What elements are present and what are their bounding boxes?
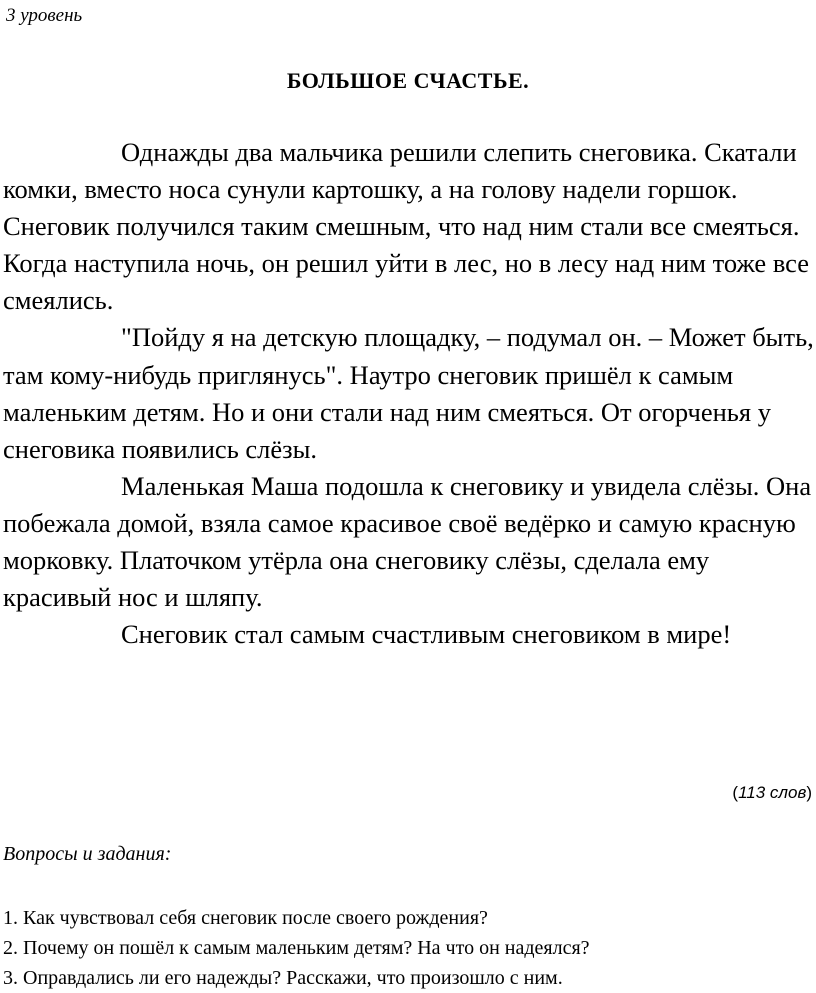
story-paragraph: Снеговик стал самым счастливым снеговиком в мире! bbox=[121, 619, 732, 650]
word-count bbox=[732, 783, 812, 803]
story-paragraph: Однажды два мальчика решили слепить снеговика. Скатали комки, вместо носа сунули картошку, а на голову надели горшок. Снеговик получился таким смешным, что над ним стали все смеяться. Когда наступила ночь, он решил уйти в лес, но в лесу над ним тоже все смеялись. bbox=[3, 137, 810, 316]
questions-list bbox=[3, 903, 590, 993]
question-item: 3. Оправдались ли его надежды? Расскажи, что произошло с ним. bbox=[3, 967, 563, 989]
question-item: 1. Как чувствовал себя снеговик после своего рождения? bbox=[3, 907, 488, 929]
questions-heading: Вопросы и задания: bbox=[3, 843, 172, 865]
word-count-value: 113 слов bbox=[738, 783, 807, 802]
word-count-close-paren: ) bbox=[806, 783, 812, 802]
story-title: БОЛЬШОЕ СЧАСТЬЕ. bbox=[286, 68, 530, 93]
story-text bbox=[3, 134, 816, 653]
word-count-open-paren: ( bbox=[732, 783, 739, 802]
question-item: 2. Почему он пошёл к самым маленьким детям? На что он надеялся? bbox=[3, 937, 590, 959]
level-label: 3 уровень bbox=[6, 5, 83, 26]
story-paragraph: Маленькая Маша подошла к снеговику и увидела слёзы. Она побежала домой, взяла самое красивое своё ведёрко и самую красную морковку. Платочком утёрла она снеговику слёзы, сделала ему красивый нос и шляпу. bbox=[3, 470, 812, 613]
story-paragraph: "Пойду я на детскую площадку, – подумал он. – Может быть, там кому-нибудь приглянусь". Наутро снеговик пришёл к самым маленьким детям. Но и они стали над ним смеяться. От огорченья у снеговика появились слёзы. bbox=[3, 322, 814, 464]
